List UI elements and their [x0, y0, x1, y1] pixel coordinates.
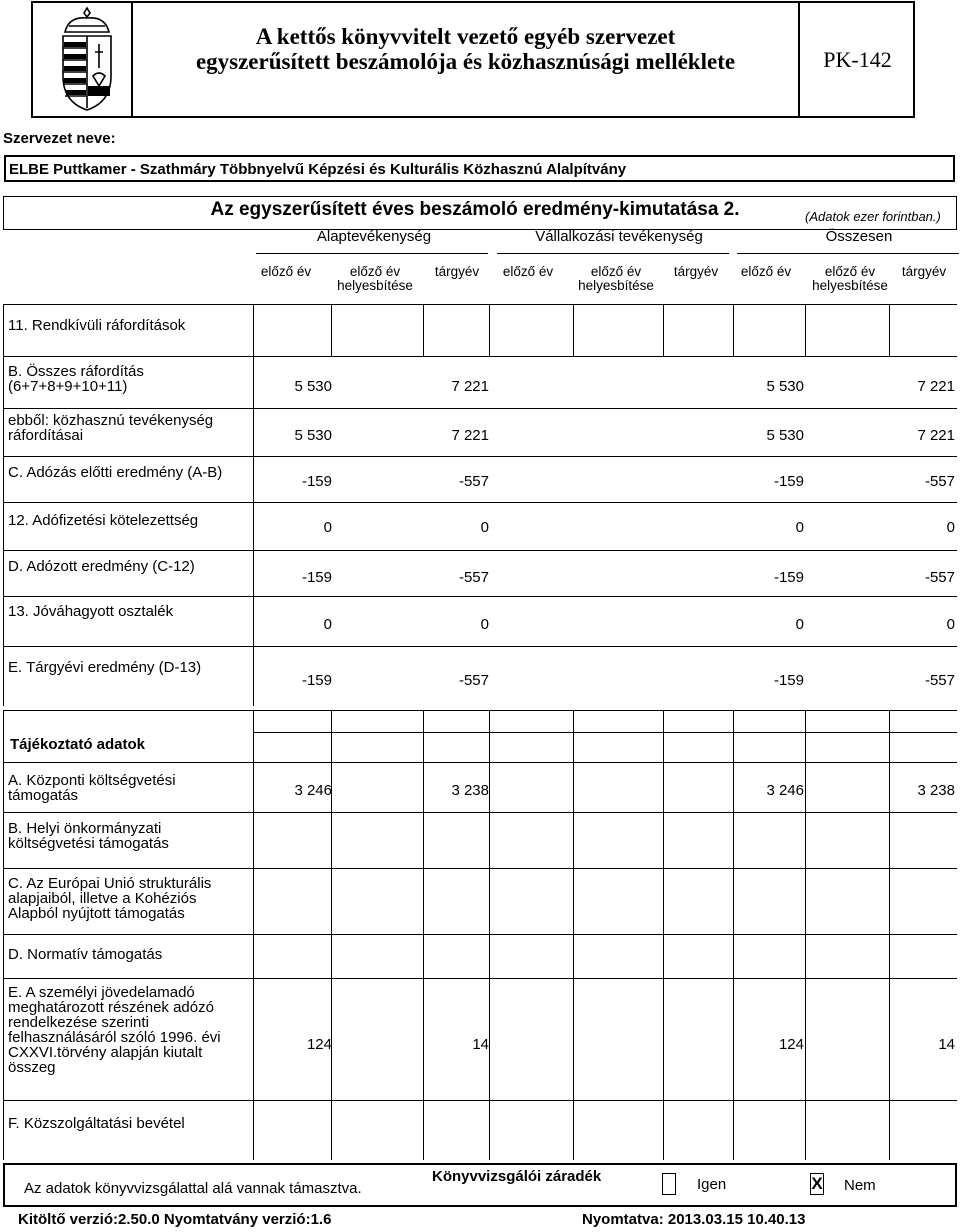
units-note: (Adatok ezer forintban.): [805, 209, 941, 224]
table-border: [805, 304, 806, 356]
row-label: D. Adózott eredmény (C-12): [8, 558, 195, 575]
table-border: [663, 710, 664, 1160]
row-line: [3, 868, 957, 869]
info-row-label: D. Normatív támogatás: [8, 946, 163, 963]
row-label: 13. Jóváhagyott osztalék: [8, 603, 174, 620]
value-current-year: 14: [472, 1036, 489, 1053]
form-title-line2: egyszerűsített beszámolója és közhasznúsági melléklete: [195, 49, 736, 74]
value-total-current: 14: [938, 1036, 955, 1053]
value-total-current: 7 221: [917, 378, 955, 395]
value-total-current: -557: [924, 569, 955, 586]
col-prev-year: előző év: [502, 264, 554, 279]
row-label: E. Tárgyévi eredmény (D-13): [8, 659, 202, 676]
col-prev-year: előző év: [740, 264, 792, 279]
value-total-prev: 3 246: [766, 782, 804, 799]
row-line: [3, 646, 957, 647]
audit-no-checkbox[interactable]: X: [811, 1174, 823, 1193]
value-prev-year: 124: [306, 1036, 332, 1053]
group-underline: [256, 253, 488, 254]
audit-statement: Az adatok könyvvizsgálattal alá vannak támasztva.: [24, 1180, 362, 1197]
form-title-line1: A kettős könyvvitelt vezető egyéb szervezet: [255, 24, 676, 49]
col-current-year: tárgyév: [673, 264, 719, 279]
table-border: [805, 710, 806, 1160]
table-border: [423, 710, 424, 1160]
row-line: [3, 978, 957, 979]
row-line: [3, 502, 957, 503]
value-current-year: 0: [480, 519, 489, 536]
row-line: [3, 596, 957, 597]
group-underline: [497, 253, 729, 254]
value-prev-year: 5 530: [294, 427, 332, 444]
group-business-activity: Vállalkozási tevékenység: [535, 228, 703, 245]
value-total-current: -557: [924, 473, 955, 490]
table-border: [253, 710, 254, 1160]
info-row-label: A. Központi költségvetési támogatás: [8, 772, 176, 804]
row-line: [3, 710, 957, 711]
value-current-year: -557: [458, 672, 489, 689]
row-line: [3, 304, 957, 305]
value-total-current: 7 221: [917, 427, 955, 444]
row-line: [3, 550, 957, 551]
table-border: [573, 710, 574, 1160]
value-prev-year: 5 530: [294, 378, 332, 395]
form-code: PK-142: [823, 47, 892, 72]
group-core-activity: Alaptevékenység: [316, 228, 432, 245]
info-row-label: E. A személyi jövedelamadó meghatározott részének adózó rendelkezése szerinti felhasználásáról szóló 1996. évi CXXVI.törvény alapján kiutalt összeg: [8, 984, 221, 1076]
row-label: 11. Rendkívüli ráfordítások: [8, 317, 186, 334]
row-line: [3, 812, 957, 813]
table-border: [663, 304, 664, 356]
col-prev-year: előző év: [260, 264, 312, 279]
value-prev-year: 3 246: [294, 782, 332, 799]
row-line: [3, 408, 957, 409]
value-total-current: 3 238: [917, 782, 955, 799]
organization-name: ELBE Puttkamer - Szathmáry Többnyelvű Képzési és Kulturális Közhasznú Alalpítvány: [4, 155, 955, 182]
group-total: Összesen: [825, 228, 893, 245]
value-current-year: 0: [480, 616, 489, 633]
table-border: [733, 304, 734, 356]
coat-of-arms-icon: [55, 6, 119, 114]
audit-title: Könyvvizsgálói záradék: [432, 1168, 602, 1185]
col-prev-correction: előző év helyesbítése: [812, 264, 888, 293]
col-current-year: tárgyév: [901, 264, 947, 279]
row-label: ebből: közhasznú tevékenység ráfordításai: [8, 412, 214, 444]
value-current-year: 7 221: [451, 427, 489, 444]
value-prev-year: -159: [301, 473, 332, 490]
value-total-prev: -159: [773, 473, 804, 490]
value-total-prev: 124: [778, 1036, 804, 1053]
col-prev-correction: előző év helyesbítése: [578, 264, 654, 293]
table-border: [3, 710, 4, 1160]
table-border: [573, 304, 574, 356]
value-total-prev: -159: [773, 672, 804, 689]
table-border: [889, 710, 890, 1160]
group-underline: [737, 253, 959, 254]
col-prev-correction: előző év helyesbítése: [337, 264, 413, 293]
value-total-prev: -159: [773, 569, 804, 586]
organization-label: Szervezet neve:: [3, 130, 116, 147]
audit-yes-checkbox[interactable]: [662, 1173, 676, 1195]
table-border: [331, 304, 332, 356]
value-prev-year: 0: [323, 616, 332, 633]
audit-no-label: Nem: [844, 1177, 876, 1194]
value-prev-year: -159: [301, 672, 332, 689]
value-total-prev: 5 530: [766, 427, 804, 444]
row-line: [3, 356, 957, 357]
info-title: Tájékoztató adatok: [10, 736, 146, 753]
info-row-label: C. Az Európai Unió strukturális alapjaiból, illetve a Kohéziós Alapból nyújtott támogatás: [8, 875, 212, 922]
version-info: Kitöltő verzió:2.50.0 Nyomtatvány verzió:1.6: [18, 1211, 332, 1228]
value-prev-year: 0: [323, 519, 332, 536]
print-timestamp: Nyomtatva: 2013.03.15 10.40.13: [582, 1211, 806, 1228]
row-line: [3, 934, 957, 935]
row-line: [3, 456, 957, 457]
info-row-label: F. Közszolgáltatási bevétel: [8, 1115, 185, 1132]
row-label: C. Adózás előtti eredmény (A-B): [8, 464, 223, 481]
value-total-prev: 5 530: [766, 378, 804, 395]
row-line: [253, 732, 957, 733]
row-line: [3, 1100, 957, 1101]
value-current-year: 7 221: [451, 378, 489, 395]
statement-title: Az egyszerűsített éves beszámoló eredmény-kimutatása 2.: [210, 199, 740, 220]
audit-yes-label: Igen: [697, 1176, 727, 1193]
table-border: [489, 304, 490, 356]
value-total-current: 0: [946, 519, 955, 536]
value-total-current: 0: [946, 616, 955, 633]
table-border: [489, 710, 490, 1160]
value-total-prev: 0: [795, 616, 804, 633]
col-current-year: tárgyév: [434, 264, 480, 279]
value-total-current: -557: [924, 672, 955, 689]
table-border: [889, 304, 890, 356]
table-border: [423, 304, 424, 356]
row-label: 12. Adófizetési kötelezettség: [8, 512, 199, 529]
table-border: [331, 710, 332, 1160]
value-current-year: -557: [458, 473, 489, 490]
value-total-prev: 0: [795, 519, 804, 536]
row-label: B. Összes ráfordítás (6+7+8+9+10+11): [8, 363, 144, 395]
value-current-year: 3 238: [451, 782, 489, 799]
info-row-label: B. Helyi önkormányzati költségvetési támogatás: [8, 820, 169, 852]
value-prev-year: -159: [301, 569, 332, 586]
table-border: [733, 710, 734, 1160]
value-current-year: -557: [458, 569, 489, 586]
form-title: [133, 24, 798, 74]
row-line: [3, 762, 957, 763]
